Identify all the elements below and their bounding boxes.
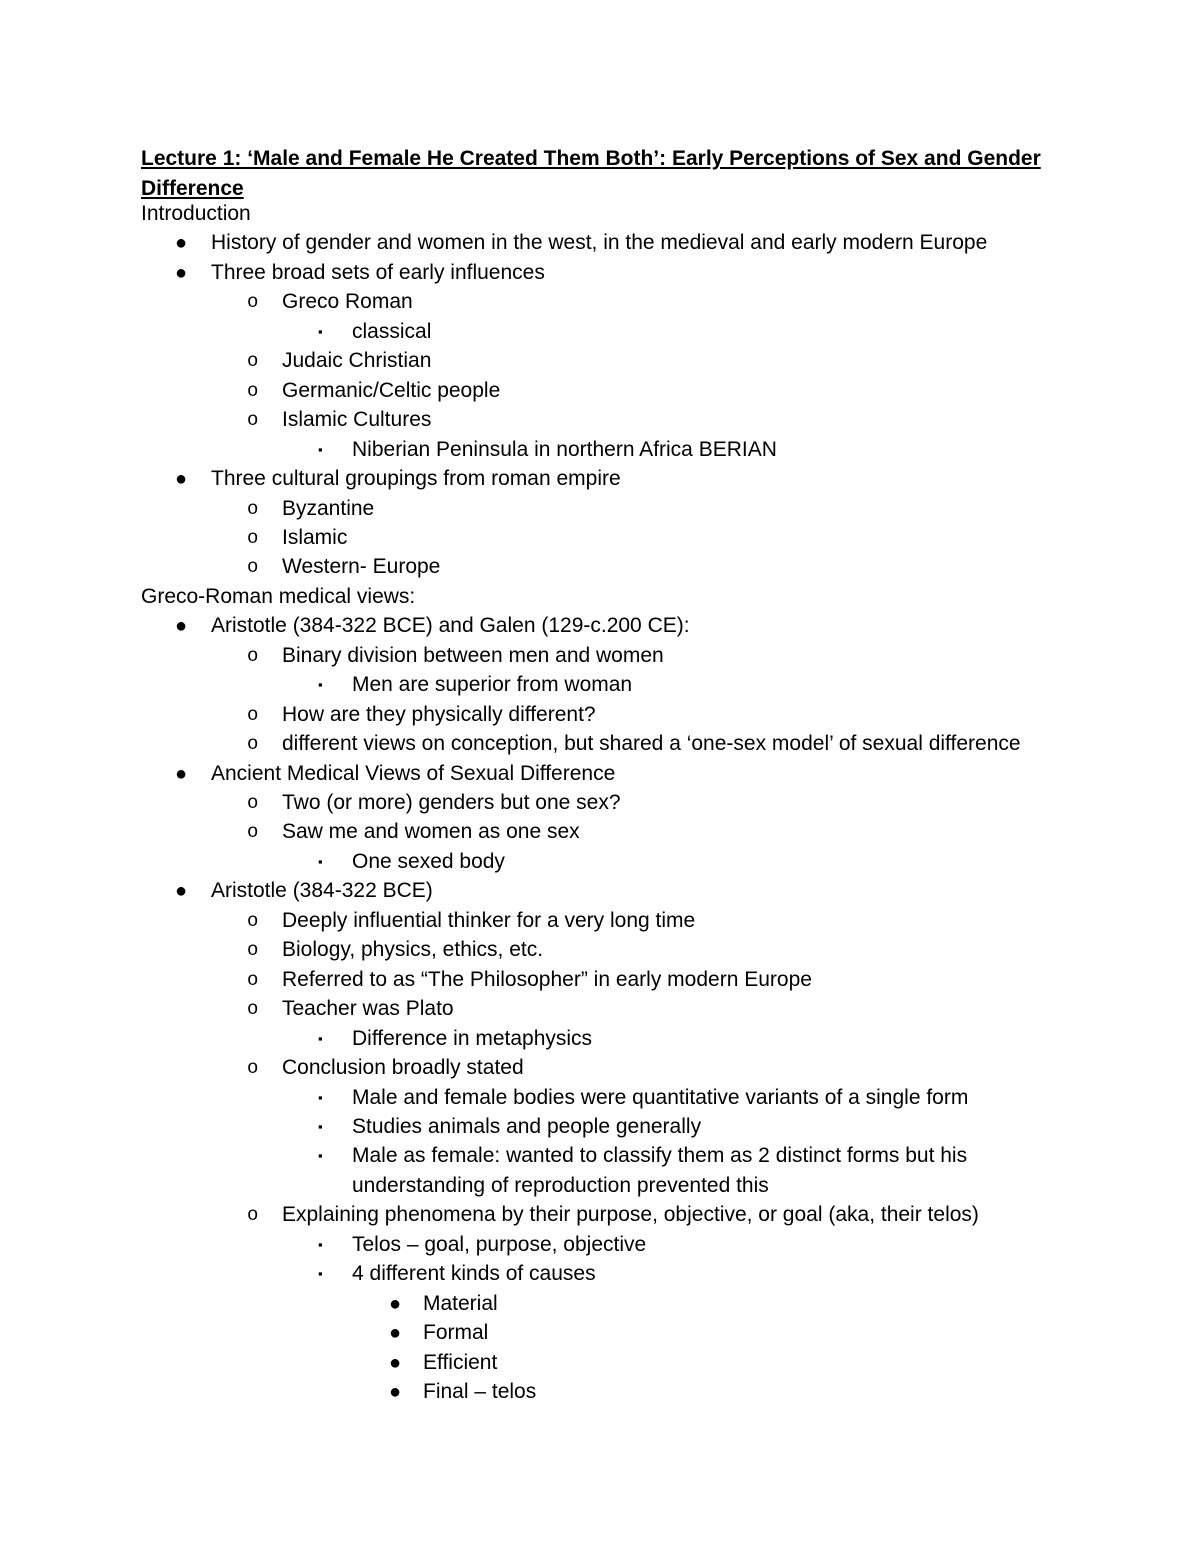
list-item: Greco Roman (282, 290, 413, 314)
square-bullet-icon: ▪ (318, 1266, 323, 1282)
list-item: History of gender and women in the west, in the medieval and early modern Europe (211, 231, 988, 255)
list-item: Material (423, 1291, 498, 1315)
list-item: Three cultural groupings from roman empire (211, 467, 621, 491)
list-item: Final – telos (423, 1380, 537, 1403)
disc-bullet-icon: ● (175, 615, 188, 638)
disc-bullet-icon: ● (175, 232, 188, 255)
list-item: Ancient Medical Views of Sexual Difference (211, 761, 616, 785)
list-item: Binary division between men and women (282, 643, 664, 667)
list-item: understanding of reproduction prevented this (352, 1173, 769, 1197)
list-item: Germanic/Celtic people (282, 378, 501, 402)
circle-bullet-icon: o (247, 733, 259, 756)
list-item: classical (352, 319, 432, 343)
disc-bullet-icon: ● (389, 1351, 402, 1374)
circle-bullet-icon: o (247, 703, 259, 726)
square-bullet-icon: ▪ (318, 323, 323, 339)
list-item: 4 different kinds of causes (352, 1262, 596, 1286)
page-title: Lecture 1: ‘Male and Female He Created Them Both’: Early Perceptions of Sex and Gender Difference (141, 147, 1041, 200)
circle-bullet-icon: o (247, 350, 259, 373)
circle-bullet-icon: o (247, 1204, 259, 1227)
square-bullet-icon: ▪ (318, 1118, 323, 1134)
list-item: Three broad sets of early influences (211, 260, 545, 284)
list-item: different views on conception, but shared a ‘one-sex model’ of sexual difference (282, 732, 1021, 756)
circle-bullet-icon: o (247, 644, 259, 667)
disc-bullet-icon: ● (175, 762, 188, 785)
list-item: Deeply influential thinker for a very long time (282, 908, 696, 932)
square-bullet-icon: ▪ (318, 1030, 323, 1046)
square-bullet-icon: ▪ (318, 853, 323, 869)
circle-bullet-icon: o (247, 909, 259, 932)
section-heading: Greco-Roman medical views: (141, 584, 416, 608)
list-item: Male as female: wanted to classify them as 2 distinct forms but his (352, 1144, 968, 1168)
list-item: Efficient (423, 1350, 498, 1374)
circle-bullet-icon: o (247, 526, 259, 549)
square-bullet-icon: ▪ (318, 441, 323, 457)
circle-bullet-icon: o (247, 497, 259, 520)
list-item: Aristotle (384-322 BCE) (211, 879, 433, 903)
square-bullet-icon: ▪ (318, 1236, 323, 1252)
square-bullet-icon: ▪ (318, 1148, 323, 1164)
list-item: Byzantine (282, 496, 375, 520)
list-item: Islamic Cultures (282, 408, 432, 432)
circle-bullet-icon: o (247, 792, 259, 814)
circle-bullet-icon: o (247, 1057, 259, 1080)
list-item: Difference in metaphysics (352, 1026, 593, 1050)
list-item: Teacher was Plato (282, 997, 454, 1021)
circle-bullet-icon: o (247, 939, 259, 962)
circle-bullet-icon: o (247, 379, 259, 402)
list-item: Men are superior from woman (352, 673, 633, 697)
section-heading: Introduction (141, 202, 251, 225)
list-item: Telos – goal, purpose, objective (352, 1232, 647, 1256)
list-item: Judaic Christian (282, 349, 432, 373)
circle-bullet-icon: o (247, 821, 259, 844)
circle-bullet-icon: o (247, 968, 259, 991)
list-item: Aristotle (384-322 BCE) and Galen (129-c.200 CE): (211, 614, 690, 638)
list-item: Two (or more) genders but one sex? (282, 791, 621, 814)
circle-bullet-icon: o (247, 556, 259, 579)
circle-bullet-icon: o (247, 291, 259, 314)
circle-bullet-icon: o (247, 409, 259, 432)
list-item: Explaining phenomena by their purpose, objective, or goal (aka, their telos) (282, 1203, 979, 1227)
disc-bullet-icon: ● (389, 1292, 402, 1315)
list-item: Conclusion broadly stated (282, 1056, 524, 1080)
list-item: Niberian Peninsula in northern Africa BERIAN (352, 437, 777, 461)
list-item: One sexed body (352, 849, 505, 873)
list-item: Referred to as “The Philosopher” in early modern Europe (282, 967, 812, 991)
list-item: Male and female bodies were quantitative variants of a single form (352, 1085, 969, 1109)
list-item: Western- Europe (282, 555, 441, 579)
disc-bullet-icon: ● (389, 1322, 402, 1345)
list-item: Formal (423, 1321, 489, 1345)
square-bullet-icon: ▪ (318, 1089, 323, 1105)
list-item: Islamic (282, 525, 348, 549)
square-bullet-icon: ▪ (318, 677, 323, 693)
circle-bullet-icon: o (247, 998, 259, 1021)
disc-bullet-icon: ● (175, 880, 188, 903)
list-item: Saw me and women as one sex (282, 820, 580, 844)
disc-bullet-icon: ● (175, 468, 188, 491)
list-item: How are they physically different? (282, 702, 596, 726)
disc-bullet-icon: ● (175, 261, 188, 284)
list-item: Biology, physics, ethics, etc. (282, 938, 544, 962)
disc-bullet-icon: ● (389, 1381, 402, 1403)
list-item: Studies animals and people generally (352, 1114, 702, 1138)
